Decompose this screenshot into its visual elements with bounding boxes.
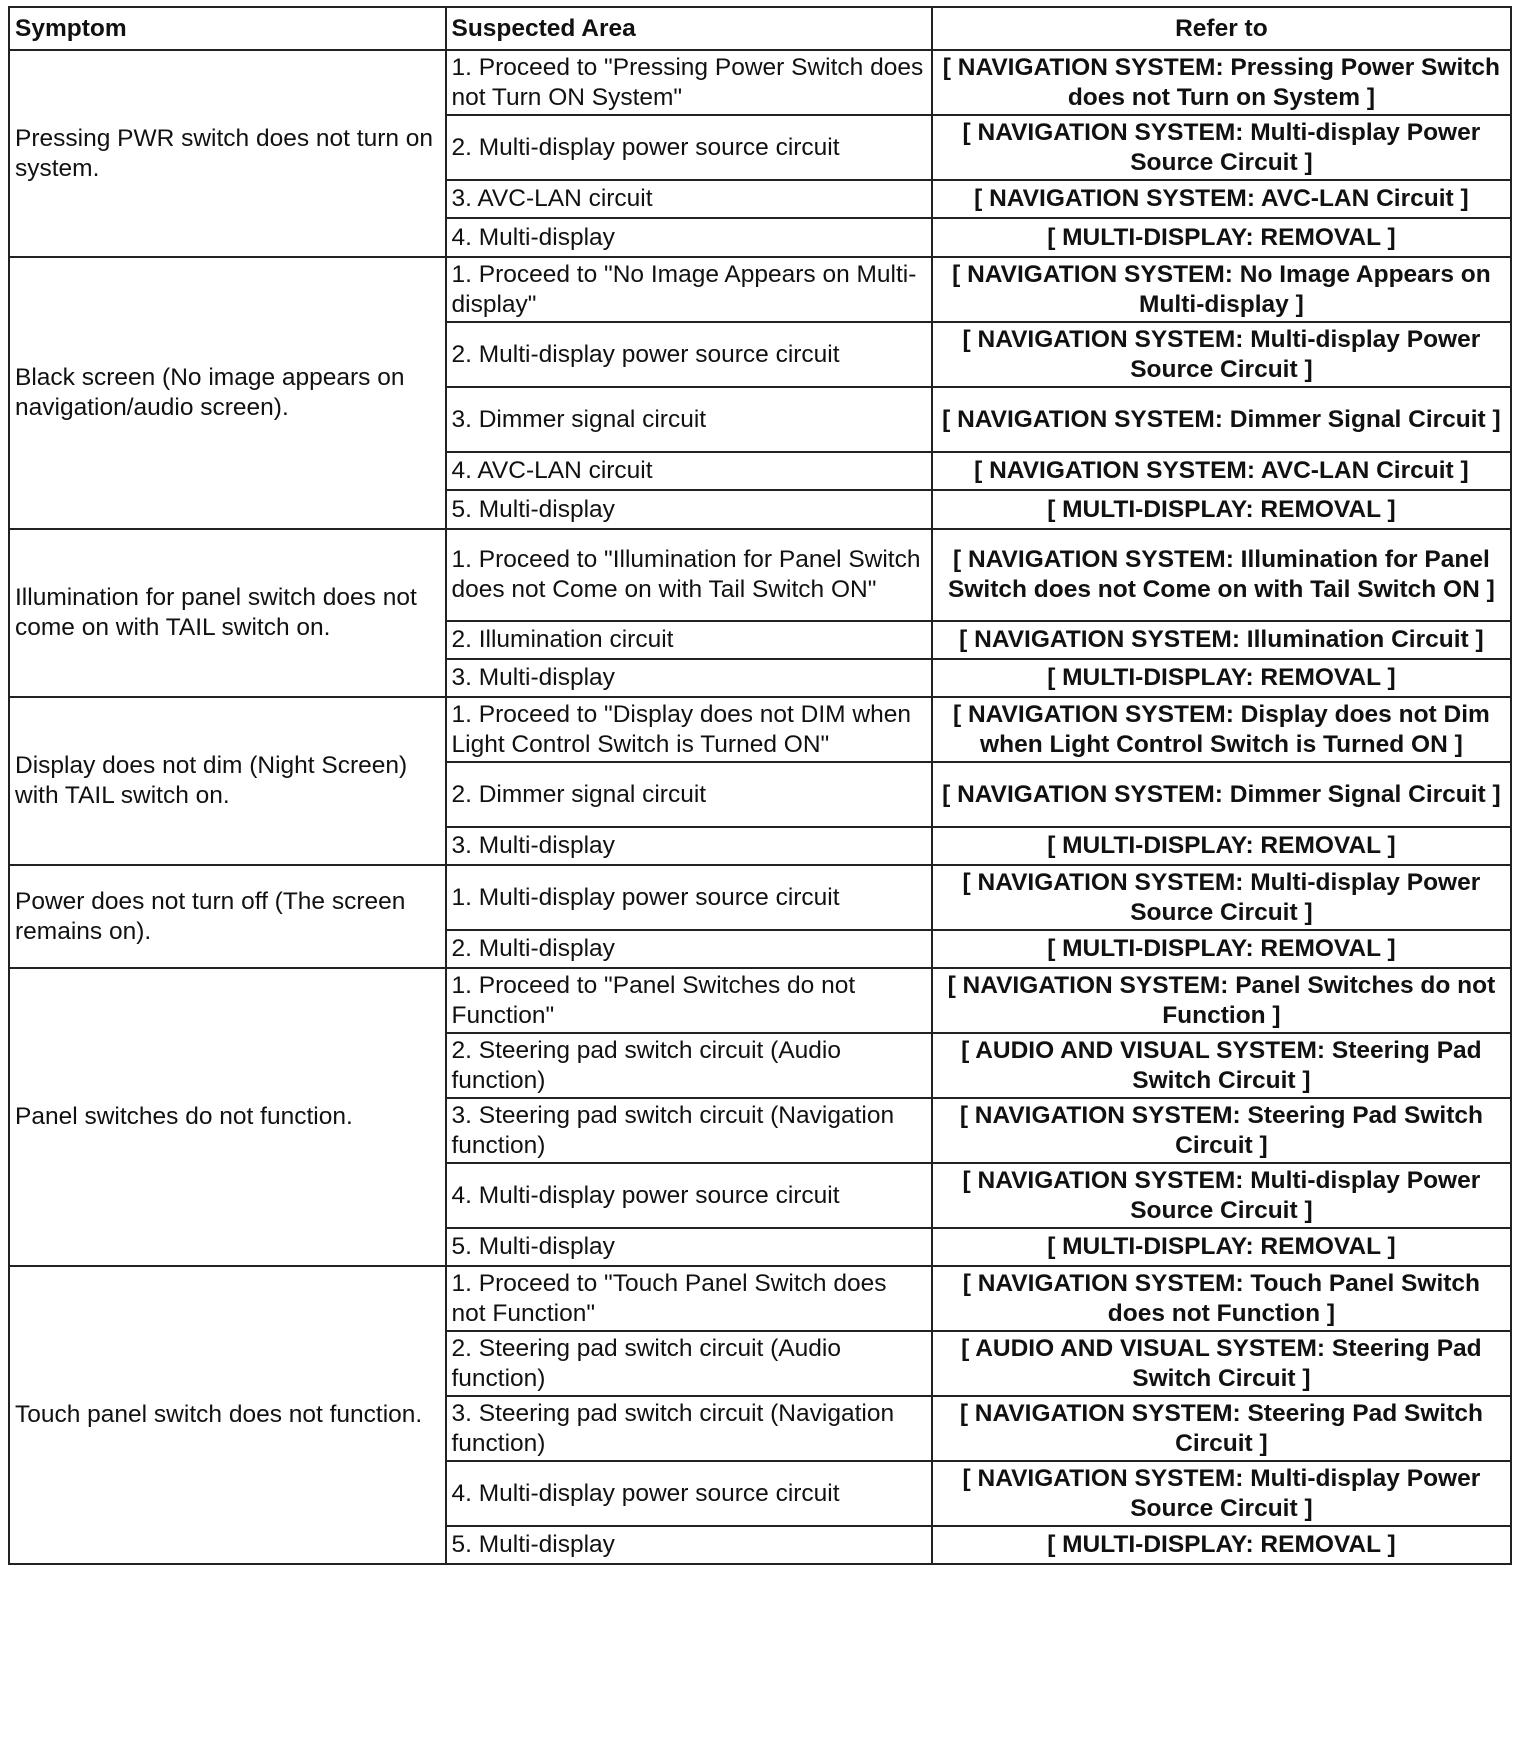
- suspected-area-cell: 1. Proceed to "Illumination for Panel Switch does not Come on with Tail Switch ON": [446, 529, 932, 621]
- suspected-area-cell: 2. Multi-display: [446, 930, 932, 968]
- refer-to-cell: [ NAVIGATION SYSTEM: Display does not Dim when Light Control Switch is Turned ON ]: [932, 697, 1511, 762]
- symptom-cell: Display does not dim (Night Screen) with TAIL switch on.: [9, 697, 446, 865]
- header-row: [9, 7, 1511, 50]
- header-suspected-area: Suspected Area: [446, 7, 932, 50]
- table-row: [9, 1266, 1511, 1331]
- refer-to-cell: [ NAVIGATION SYSTEM: Pressing Power Switch does not Turn on System ]: [932, 50, 1511, 115]
- suspected-area-cell: 3. Multi-display: [446, 827, 932, 865]
- suspected-area-cell: 1. Proceed to "Pressing Power Switch does not Turn ON System": [446, 50, 932, 115]
- suspected-area-cell: 3. AVC-LAN circuit: [446, 180, 932, 218]
- refer-to-cell: [ NAVIGATION SYSTEM: Illumination for Panel Switch does not Come on with Tail Switch ON ]: [932, 529, 1511, 621]
- header-symptom: Symptom: [9, 7, 446, 50]
- troubleshooting-table-container: [8, 6, 1512, 1565]
- suspected-area-cell: 2. Steering pad switch circuit (Audio function): [446, 1331, 932, 1396]
- refer-to-cell: [ MULTI-DISPLAY: REMOVAL ]: [932, 659, 1511, 697]
- suspected-area-cell: 1. Proceed to "No Image Appears on Multi-display": [446, 257, 932, 322]
- refer-to-cell: [ NAVIGATION SYSTEM: AVC-LAN Circuit ]: [932, 180, 1511, 218]
- refer-to-cell: [ MULTI-DISPLAY: REMOVAL ]: [932, 218, 1511, 257]
- table-body: [9, 50, 1511, 1564]
- symptom-cell: Black screen (No image appears on navigation/audio screen).: [9, 257, 446, 529]
- refer-to-cell: [ NAVIGATION SYSTEM: Multi-display Power Source Circuit ]: [932, 865, 1511, 930]
- symptom-cell: Illumination for panel switch does not come on with TAIL switch on.: [9, 529, 446, 697]
- suspected-area-cell: 1. Multi-display power source circuit: [446, 865, 932, 930]
- table-row: [9, 529, 1511, 621]
- symptom-cell: Pressing PWR switch does not turn on system.: [9, 50, 446, 257]
- suspected-area-cell: 2. Steering pad switch circuit (Audio function): [446, 1033, 932, 1098]
- refer-to-cell: [ MULTI-DISPLAY: REMOVAL ]: [932, 490, 1511, 529]
- refer-to-cell: [ MULTI-DISPLAY: REMOVAL ]: [932, 827, 1511, 865]
- suspected-area-cell: 3. Steering pad switch circuit (Navigation function): [446, 1396, 932, 1461]
- refer-to-cell: [ NAVIGATION SYSTEM: Dimmer Signal Circuit ]: [932, 762, 1511, 827]
- suspected-area-cell: 4. Multi-display power source circuit: [446, 1163, 932, 1228]
- suspected-area-cell: 1. Proceed to "Display does not DIM when Light Control Switch is Turned ON": [446, 697, 932, 762]
- symptom-cell: Touch panel switch does not function.: [9, 1266, 446, 1564]
- table-row: [9, 697, 1511, 762]
- symptom-cell: Panel switches do not function.: [9, 968, 446, 1266]
- suspected-area-cell: 5. Multi-display: [446, 490, 932, 529]
- refer-to-cell: [ NAVIGATION SYSTEM: Multi-display Power Source Circuit ]: [932, 115, 1511, 180]
- refer-to-cell: [ NAVIGATION SYSTEM: Illumination Circuit ]: [932, 621, 1511, 659]
- refer-to-cell: [ AUDIO AND VISUAL SYSTEM: Steering Pad Switch Circuit ]: [932, 1033, 1511, 1098]
- suspected-area-cell: 1. Proceed to "Panel Switches do not Function": [446, 968, 932, 1033]
- table-row: [9, 968, 1511, 1033]
- refer-to-cell: [ NAVIGATION SYSTEM: Panel Switches do not Function ]: [932, 968, 1511, 1033]
- refer-to-cell: [ AUDIO AND VISUAL SYSTEM: Steering Pad Switch Circuit ]: [932, 1331, 1511, 1396]
- suspected-area-cell: 1. Proceed to "Touch Panel Switch does not Function": [446, 1266, 932, 1331]
- refer-to-cell: [ MULTI-DISPLAY: REMOVAL ]: [932, 1228, 1511, 1266]
- suspected-area-cell: 4. Multi-display power source circuit: [446, 1461, 932, 1526]
- suspected-area-cell: 2. Multi-display power source circuit: [446, 115, 932, 180]
- table-row: [9, 50, 1511, 115]
- suspected-area-cell: 3. Multi-display: [446, 659, 932, 697]
- suspected-area-cell: 4. AVC-LAN circuit: [446, 452, 932, 490]
- symptom-cell: Power does not turn off (The screen remains on).: [9, 865, 446, 968]
- suspected-area-cell: 3. Dimmer signal circuit: [446, 387, 932, 452]
- refer-to-cell: [ NAVIGATION SYSTEM: No Image Appears on Multi-display ]: [932, 257, 1511, 322]
- refer-to-cell: [ NAVIGATION SYSTEM: Dimmer Signal Circuit ]: [932, 387, 1511, 452]
- problem-symptoms-table: [8, 6, 1512, 1565]
- suspected-area-cell: 4. Multi-display: [446, 218, 932, 257]
- suspected-area-cell: 2. Dimmer signal circuit: [446, 762, 932, 827]
- refer-to-cell: [ MULTI-DISPLAY: REMOVAL ]: [932, 930, 1511, 968]
- refer-to-cell: [ NAVIGATION SYSTEM: AVC-LAN Circuit ]: [932, 452, 1511, 490]
- table-row: [9, 865, 1511, 930]
- suspected-area-cell: 5. Multi-display: [446, 1526, 932, 1564]
- refer-to-cell: [ NAVIGATION SYSTEM: Multi-display Power Source Circuit ]: [932, 1461, 1511, 1526]
- suspected-area-cell: 3. Steering pad switch circuit (Navigation function): [446, 1098, 932, 1163]
- refer-to-cell: [ NAVIGATION SYSTEM: Steering Pad Switch Circuit ]: [932, 1098, 1511, 1163]
- table-row: [9, 257, 1511, 322]
- suspected-area-cell: 5. Multi-display: [446, 1228, 932, 1266]
- refer-to-cell: [ MULTI-DISPLAY: REMOVAL ]: [932, 1526, 1511, 1564]
- header-refer-to: Refer to: [932, 7, 1511, 50]
- refer-to-cell: [ NAVIGATION SYSTEM: Steering Pad Switch Circuit ]: [932, 1396, 1511, 1461]
- refer-to-cell: [ NAVIGATION SYSTEM: Multi-display Power Source Circuit ]: [932, 1163, 1511, 1228]
- suspected-area-cell: 2. Multi-display power source circuit: [446, 322, 932, 387]
- refer-to-cell: [ NAVIGATION SYSTEM: Touch Panel Switch does not Function ]: [932, 1266, 1511, 1331]
- suspected-area-cell: 2. Illumination circuit: [446, 621, 932, 659]
- refer-to-cell: [ NAVIGATION SYSTEM: Multi-display Power Source Circuit ]: [932, 322, 1511, 387]
